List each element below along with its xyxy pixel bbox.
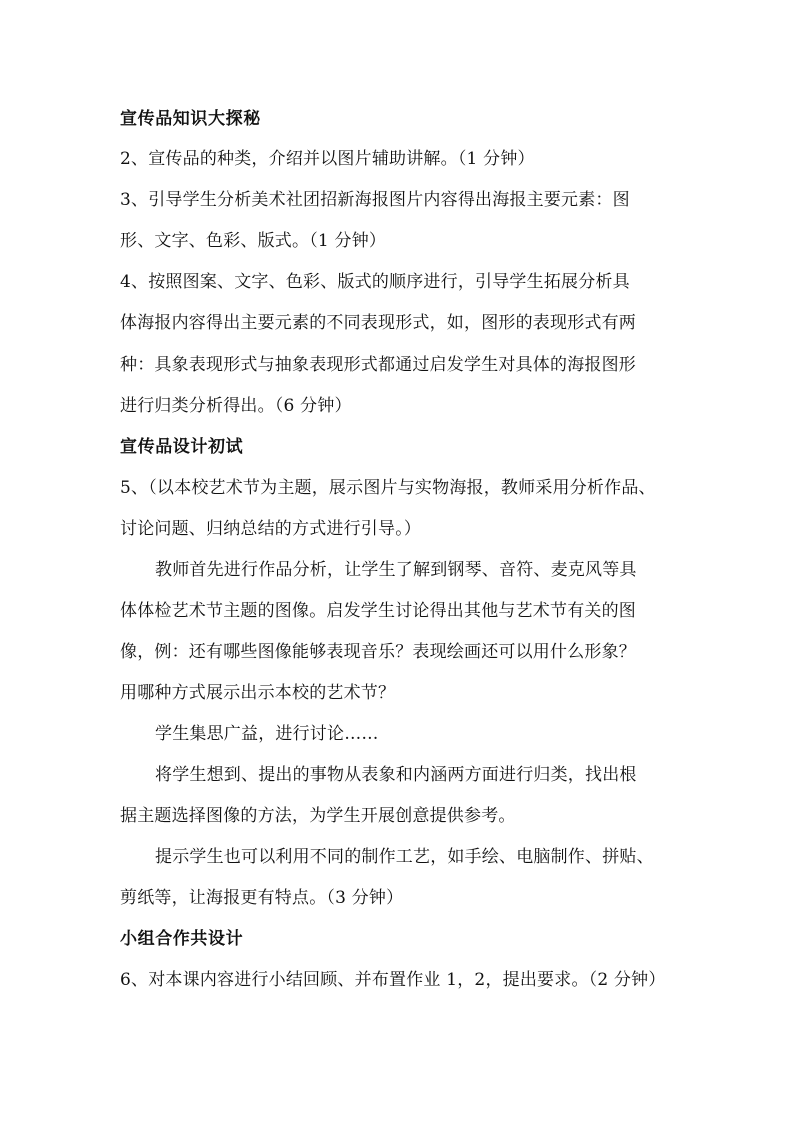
paragraph-line: 剪纸等，让海报更有特点。（3 分钟） <box>120 888 404 908</box>
section-heading-group-design: 小组合作共设计 <box>120 929 244 949</box>
paragraph-line: 4、按照图案、文字、色彩、版式的顺序进行，引导学生拓展分析具 <box>120 272 630 292</box>
paragraph-line: 提示学生也可以利用不同的制作工艺，如手绘、电脑制作、拼贴、 <box>155 847 654 867</box>
paragraph-line: 种：具象表现形式与抽象表现形式都通过启发学生对具体的海报图形 <box>120 355 636 375</box>
paragraph-line: 5、（以本校艺术节为主题，展示图片与实物海报，教师采用分析作品、 <box>120 478 656 498</box>
paragraph-line: 据主题选择图像的方法，为学生开展创意提供参考。 <box>120 806 516 826</box>
paragraph-line: 用哪种方式展示出示本校的艺术节？ <box>120 683 396 703</box>
paragraph-line: 形、文字、色彩、版式。（1 分钟） <box>120 231 387 251</box>
paragraph-line: 2、宣传品的种类，介绍并以图片辅助讲解。（1 分钟） <box>120 149 535 169</box>
paragraph-line: 学生集思广益，进行讨论…… <box>155 724 379 744</box>
paragraph-line: 教师首先进行作品分析，让学生了解到钢琴、音符、麦克风等具 <box>155 560 637 580</box>
section-heading-design-trial: 宣传品设计初试 <box>120 437 244 457</box>
paragraph-line: 将学生想到、提出的事物从表象和内涵两方面进行归类，找出根 <box>155 765 637 785</box>
paragraph-line: 像，例：还有哪些图像能够表现音乐？表现绘画还可以用什么形象？ <box>120 642 636 662</box>
paragraph-line: 进行归类分析得出。（6 分钟） <box>120 396 352 416</box>
section-heading-knowledge: 宣传品知识大探秘 <box>120 109 261 129</box>
paragraph-line: 3、引导学生分析美术社团招新海报图片内容得出海报主要元素：图 <box>120 190 630 210</box>
paragraph-line: 讨论问题、归纳总结的方式进行引导。） <box>120 519 422 539</box>
paragraph-line: 6、对本课内容进行小结回顾、并布置作业 1，2，提出要求。（2 分钟） <box>120 970 666 990</box>
paragraph-line: 体体检艺术节主题的图像。启发学生讨论得出其他与艺术节有关的图 <box>120 601 636 621</box>
paragraph-line: 体海报内容得出主要元素的不同表现形式，如，图形的表现形式有两 <box>120 313 636 333</box>
